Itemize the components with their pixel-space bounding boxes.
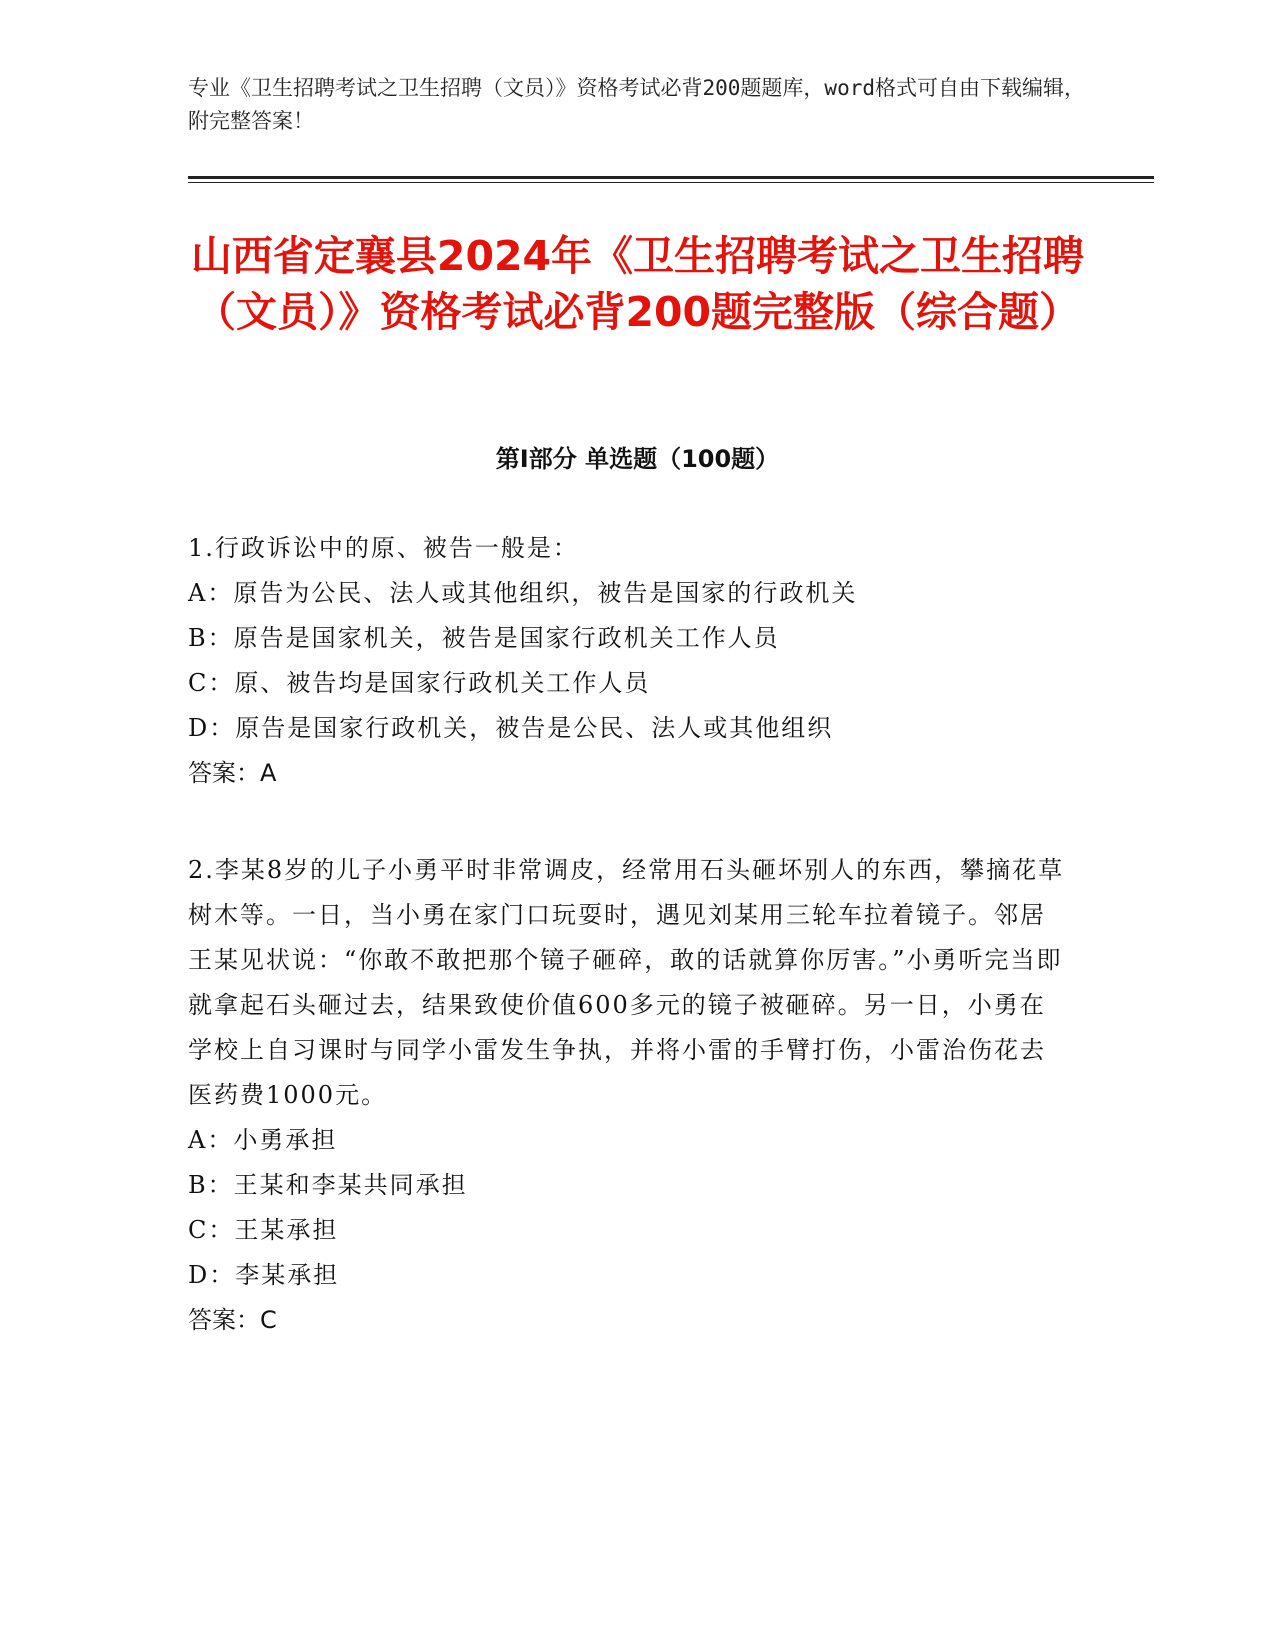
option-b: B：王某和李某共同承担	[188, 1171, 468, 1199]
question-stem: 1.行政诉讼中的原、被告一般是：	[188, 534, 579, 562]
option-a: A：小勇承担	[188, 1126, 338, 1154]
option-d: D：李某承担	[188, 1261, 340, 1289]
option-c: C：王某承担	[188, 1216, 339, 1244]
header-divider	[188, 176, 1154, 179]
question-2	[188, 848, 1068, 1343]
question-stem: 2.李某8岁的儿子小勇平时非常调皮，经常用石头砸坏别人的东西，攀摘花草树木等。一日，当小勇在家门口玩耍时，遇见刘某用三轮车拉着镜子。邻居王某见状说：“你敢不敢把那个镜子砸碎，敢的话就算你厉害。”小勇听完当即就拿起石头砸过去，结果致使价值600多元的镜子被砸碎。另一日，小勇在学校上自习课时与同学小雷发生争执，并将小雷的手臂打伤，小雷治伤花去医药费1000元。	[188, 856, 1065, 1109]
option-a: A：原告为公民、法人或其他组织，被告是国家的行政机关	[188, 579, 858, 607]
option-b: B：原告是国家机关，被告是国家行政机关工作人员	[188, 624, 780, 652]
answer-label: 答案：A	[188, 759, 277, 787]
header-divider-thin	[188, 182, 1154, 183]
document-title: 山西省定襄县2024年《卫生招聘考试之卫生招聘（文员）》资格考试必背200题完整版（综合题）	[190, 232, 1085, 336]
option-c: C：原、被告均是国家行政机关工作人员	[188, 669, 651, 697]
header-note: 专业《卫生招聘考试之卫生招聘（文员）》资格考试必背200题题库，word格式可自由下载编辑，附完整答案！	[188, 76, 1085, 133]
question-1	[188, 526, 1068, 796]
answer-label: 答案：C	[188, 1306, 277, 1334]
option-d: D：原告是国家行政机关，被告是公民、法人或其他组织	[188, 714, 834, 742]
section-heading: 第Ⅰ部分 单选题（100题）	[495, 445, 780, 473]
